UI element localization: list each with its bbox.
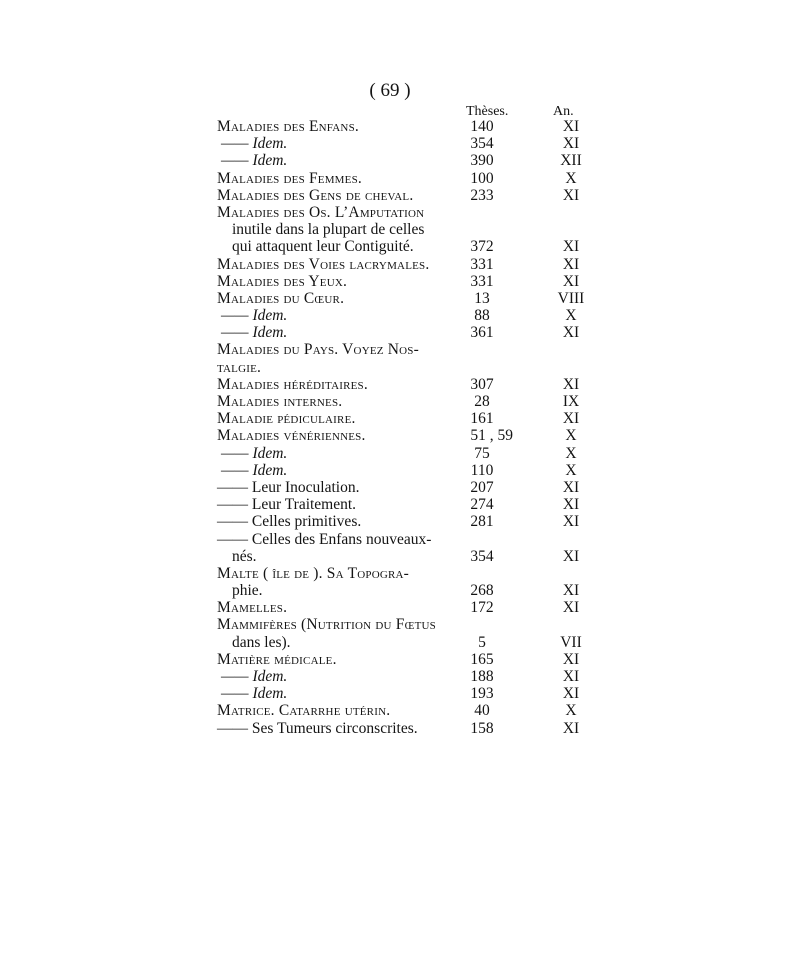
index-entry [217,204,597,221]
entry-these-number: 331 [470,255,494,273]
entry-text: Maladies vénériennes. [217,427,366,445]
entry-year: X [565,702,577,720]
index-entry [217,513,597,530]
entry-text: Maladies du Cœur. [217,289,345,307]
entry-these-number: 188 [470,668,494,685]
entry-year: XI [562,186,580,204]
entry-year: XI [562,650,580,668]
entry-text: Maladies héréditaires. [217,375,368,393]
entry-year: XI [562,685,580,703]
index-entry [217,548,597,565]
entry-year: XI [562,547,580,565]
entry-these-number: 354 [470,135,494,153]
entry-these-number: 5 [478,633,486,651]
entry-text: Matière médicale. [217,650,337,668]
entry-these-number: 161 [470,410,494,428]
entry-text: —— Celles primitives. [217,513,362,531]
entry-year: X [565,307,577,325]
index-entry [217,393,597,410]
index-entry [217,685,597,702]
entry-these-number: 140 [470,118,494,135]
index-entry [217,256,597,273]
entry-year: X [565,444,577,462]
entry-year: XI [562,118,580,135]
index-entry [217,410,597,427]
entry-year: VIII [557,289,585,307]
entry-these-number: 361 [470,324,494,342]
entry-year: IX [562,393,580,410]
entry-these-number: 274 [470,496,494,514]
entry-year: XI [562,375,580,393]
index-entry [217,152,597,169]
entry-year: XI [562,496,580,514]
index-entry [217,720,597,737]
an-column-header: An. [553,104,574,119]
index-entry [217,668,597,685]
entry-text: Maladies des Yeux. [217,272,348,290]
entry-year: VII [560,633,582,651]
entry-text: —— Idem. [221,135,288,153]
entry-year: XI [562,410,580,428]
entry-year: XI [562,513,580,531]
entry-text: Matrice. Catarrhe utérin. [217,702,391,720]
entry-text: Mamelles. [217,599,288,617]
entry-year: XII [560,152,582,170]
entry-text: Maladies des Enfans. [217,118,359,135]
entry-text: —— Idem. [221,324,288,342]
entry-text: Maladies internes. [217,393,343,410]
entry-these-number: 40 [474,702,490,720]
index-entry [217,634,597,651]
entry-text: —— Leur Inoculation. [217,478,360,496]
entry-these-number: 110 [470,461,494,479]
index-entry [217,651,597,668]
entry-text: inutile dans la plupart de celles [232,221,425,239]
entry-these-number: 13 [474,289,490,307]
page-number: ( 69 ) [369,80,411,101]
index-entry [217,599,597,616]
index-entry [217,170,597,187]
entry-year: XI [562,324,580,342]
entry-year: XI [562,599,580,617]
entry-year: X [565,427,577,445]
entry-text: —— Idem. [221,668,288,685]
entry-these-number: 28 [474,393,490,410]
entry-these-number: 51 , 59 [470,427,513,445]
index-entry [217,565,597,582]
entry-year: XI [562,135,580,153]
entry-text: —— Idem. [221,444,288,462]
entry-these-number: 158 [470,719,494,737]
index-entry [217,531,597,548]
entry-year: XI [562,719,580,737]
entry-these-number: 88 [474,307,490,325]
entry-text: —— Ses Tumeurs circonscrites. [217,719,418,737]
entry-year: X [565,169,577,187]
entry-year: XI [562,255,580,273]
index-entry [217,462,597,479]
entry-text: —— Idem. [221,152,288,170]
entry-these-number: 390 [470,152,494,170]
index-entry [217,273,597,290]
entry-these-number: 165 [470,650,494,668]
entry-text: —— Celles des Enfans nouveaux- [217,530,432,548]
entry-text: Malte ( île de ). Sa Topogra- [217,564,410,582]
entry-text: Maladies des Femmes. [217,169,362,187]
index-entry [217,187,597,204]
entry-text: Maladie pédiculaire. [217,410,356,428]
index-entry [217,582,597,599]
index-entry [217,221,597,238]
entry-text: phie. [232,582,263,600]
entry-text: Maladies des Gens de cheval. [217,186,414,204]
entry-year: XI [562,582,580,600]
entry-year: X [565,461,577,479]
entry-text: Maladies des Os. L’Amputation [217,203,425,221]
entry-text: talgie. [217,358,262,376]
index-entry [217,479,597,496]
entry-text: Maladies du Pays. Voyez Nos- [217,341,419,359]
entry-these-number: 207 [470,478,494,496]
index-entries [217,118,597,737]
theses-column-header: Thèses. [466,104,509,119]
entry-these-number: 75 [474,444,490,462]
index-entry [217,702,597,719]
index-entry [217,496,597,513]
entry-text: dans les). [232,633,291,651]
entry-year: XI [562,272,580,290]
index-entry [217,359,597,376]
entry-year: XI [562,238,580,256]
entry-these-number: 233 [470,186,494,204]
index-entry [217,238,597,255]
entry-these-number: 372 [470,238,494,256]
index-entry [217,341,597,358]
entry-text: Mammifères (Nutrition du Fœtus [217,616,436,634]
entry-text: qui attaquent leur Contiguité. [232,238,414,256]
entry-text: —— Idem. [221,461,288,479]
entry-text: —— Leur Traitement. [217,496,357,514]
entry-these-number: 193 [470,685,494,703]
index-entry [217,445,597,462]
index-entry [217,135,597,152]
entry-these-number: 331 [470,272,494,290]
entry-these-number: 100 [470,169,494,187]
entry-these-number: 172 [470,599,494,617]
entry-year: XI [562,668,580,685]
index-entry [217,427,597,444]
index-entry [217,616,597,633]
entry-text: —— Idem. [221,307,288,325]
entry-these-number: 281 [470,513,494,531]
entry-these-number: 307 [470,375,494,393]
entry-text: —— Idem. [221,685,288,703]
index-entry [217,290,597,307]
entry-text: nés. [232,547,257,565]
index-entry [217,376,597,393]
index-entry [217,118,597,135]
entry-year: XI [562,478,580,496]
entry-these-number: 268 [470,582,494,600]
entry-these-number: 354 [470,547,494,565]
index-entry [217,324,597,341]
entry-text: Maladies des Voies lacrymales. [217,255,430,273]
index-entry [217,307,597,324]
